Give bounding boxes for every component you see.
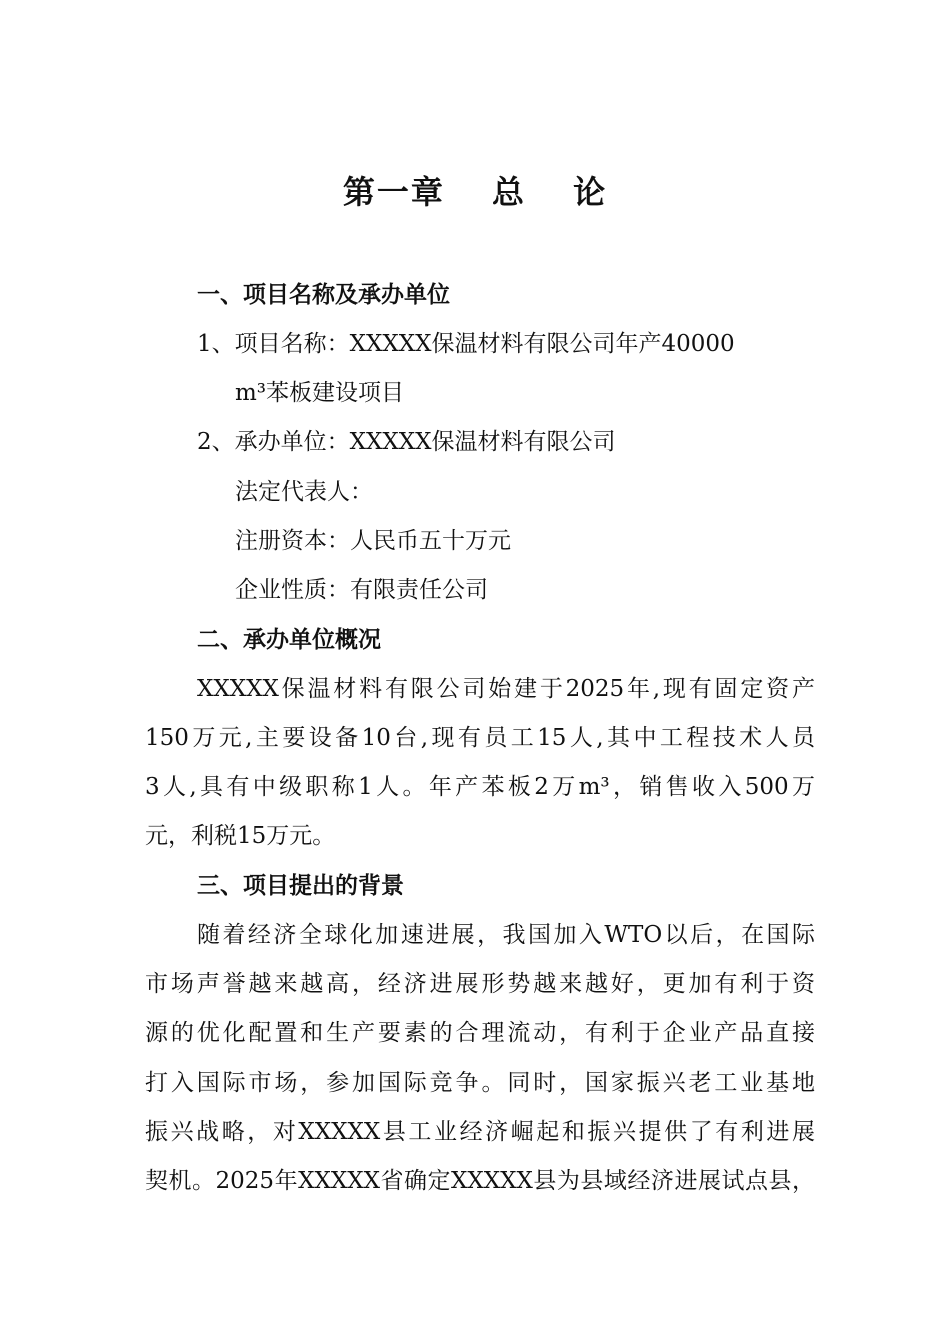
background-paragraph-line: 市场声誉越来越高，经济进展形势越来越好，更加有利于资 [145, 971, 815, 997]
organizer-line: 2、承办单位：XXXXX保温材料有限公司 [197, 429, 616, 455]
section-heading-background: 三、项目提出的背景 [197, 873, 404, 899]
chapter-title: 第一章 总 论 [342, 173, 608, 211]
project-name-line-1: 1、项目名称：XXXXX保温材料有限公司年产40000 [197, 331, 735, 357]
background-paragraph-line: 打入国际市场，参加国际竞争。同时，国家振兴老工业基地 [145, 1070, 815, 1096]
background-paragraph-line: 契机。2025年XXXXX省确定XXXXX县为县域经济进展试点县， [145, 1168, 815, 1194]
overview-paragraph-line: 3人,具有中级职称1人。年产苯板2万m³，销售收入500万 [145, 774, 815, 800]
background-paragraph-line: 源的优化配置和生产要素的合理流动，有利于企业产品直接 [145, 1020, 815, 1046]
enterprise-nature-line: 企业性质：有限责任公司 [235, 577, 488, 603]
overview-paragraph-line: XXXXX保温材料有限公司始建于2025年,现有固定资产 [197, 676, 815, 702]
section-heading-organizer-overview: 二、承办单位概况 [197, 627, 381, 653]
registered-capital-line: 注册资本：人民币五十万元 [235, 528, 511, 554]
legal-representative-line: 法定代表人： [235, 479, 373, 505]
overview-paragraph-line: 元，利税15万元。 [145, 823, 336, 849]
project-name-line-2: m³苯板建设项目 [235, 380, 405, 406]
background-paragraph-line: 随着经济全球化加速进展，我国加入WTO以后，在国际 [197, 922, 815, 948]
background-paragraph-line: 振兴战略，对XXXXX县工业经济崛起和振兴提供了有利进展 [145, 1119, 815, 1145]
overview-paragraph-line: 150万元,主要设备10台,现有员工15人,其中工程技术人员 [145, 725, 815, 751]
section-heading-project-name: 一、项目名称及承办单位 [197, 282, 450, 308]
